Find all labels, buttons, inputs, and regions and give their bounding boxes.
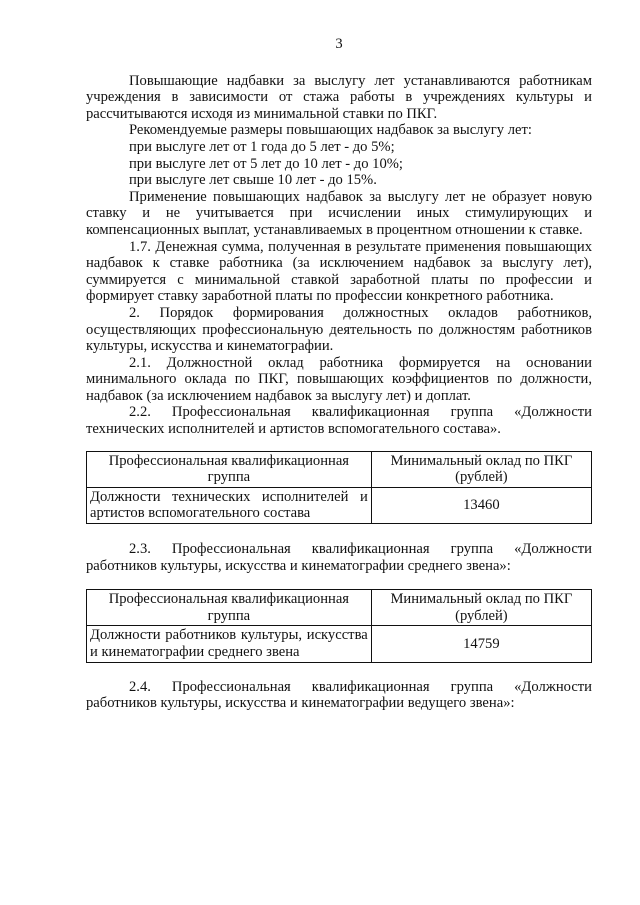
paragraph-2-3: 2.3. Профессиональная квалификационная группа «Должности работников культуры, искусства и кинематографии среднего звена»: xyxy=(86,541,592,574)
paragraph-2-2: 2.2. Профессиональная квалификационная группа «Должности технических исполнителей и артистов вспомогательного состава». xyxy=(86,404,592,438)
table-header-group: Профессиональная квалификационная группа xyxy=(87,451,372,487)
table-header-salary: Минимальный оклад по ПКГ (рублей) xyxy=(371,451,591,487)
table-header-group: Профессиональная квалификационная группа xyxy=(87,590,372,626)
salary-table-technical-staff xyxy=(86,451,592,524)
paragraph-2-1: 2.1. Должностной оклад работника формируется на основании минимального оклада по ПКГ, повышающих коэффициентов по должности, надбавок (за исключением надбавок за выслугу лет) и доплат. xyxy=(86,354,592,404)
paragraph-recommended-sizes: Рекомендуемые размеры повышающих надбавок за выслугу лет: xyxy=(129,122,532,139)
paragraph-1-7: 1.7. Денежная сумма, полученная в результате применения повышающих надбавок к ставке работника (за исключением надбавок за выслугу лет), суммируется с минимальной ставкой заработной платы по профессии и формирует ставку заработной платы по профессии конкретного работника. xyxy=(86,238,592,305)
table-header-row xyxy=(87,590,592,626)
list-item-bonus-5-10: при выслуге лет от 5 лет до 10 лет - до 10%; xyxy=(129,155,403,172)
table-header-salary: Минимальный оклад по ПКГ (рублей) xyxy=(371,590,591,626)
page-number: 3 xyxy=(335,36,343,52)
paragraph-2-4: 2.4. Профессиональная квалификационная группа «Должности работников культуры, искусства и кинематографии ведущего звена»: xyxy=(86,678,592,712)
table-cell-salary: 14759 xyxy=(371,626,591,662)
table-cell-group: Должности работников культуры, искусства и кинематографии среднего звена xyxy=(87,626,372,662)
table-cell-group: Должности технических исполнителей и артистов вспомогательного состава xyxy=(87,487,372,523)
table-header-row xyxy=(87,451,592,487)
table-row xyxy=(87,626,592,662)
paragraph-seniority-bonuses: Повышающие надбавки за выслугу лет устанавливаются работникам учреждения в зависимости от стажа работы в учреждениях культуры и рассчитываются исходя из минимальной ставки по ПКГ. xyxy=(86,72,592,122)
table-row xyxy=(87,487,592,523)
list-item-bonus-1-5: при выслуге лет от 1 года до 5 лет - до 5%; xyxy=(129,138,395,155)
salary-table-middle-level xyxy=(86,589,592,662)
paragraph-2: 2. Порядок формирования должностных окладов работников, осуществляющих профессиональную деятельность по должностям работников культуры, искусства и кинематографии. xyxy=(86,304,592,355)
list-item-bonus-over-10: при выслуге лет свыше 10 лет - до 15%. xyxy=(129,172,377,189)
table-cell-salary: 13460 xyxy=(371,487,591,523)
paragraph-bonus-application: Применение повышающих надбавок за выслугу лет не образует новую ставку и не учитывается при исчислении иных стимулирующих и компенсационных выплат, устанавливаемых в процентном отношении к ставке. xyxy=(86,188,592,238)
